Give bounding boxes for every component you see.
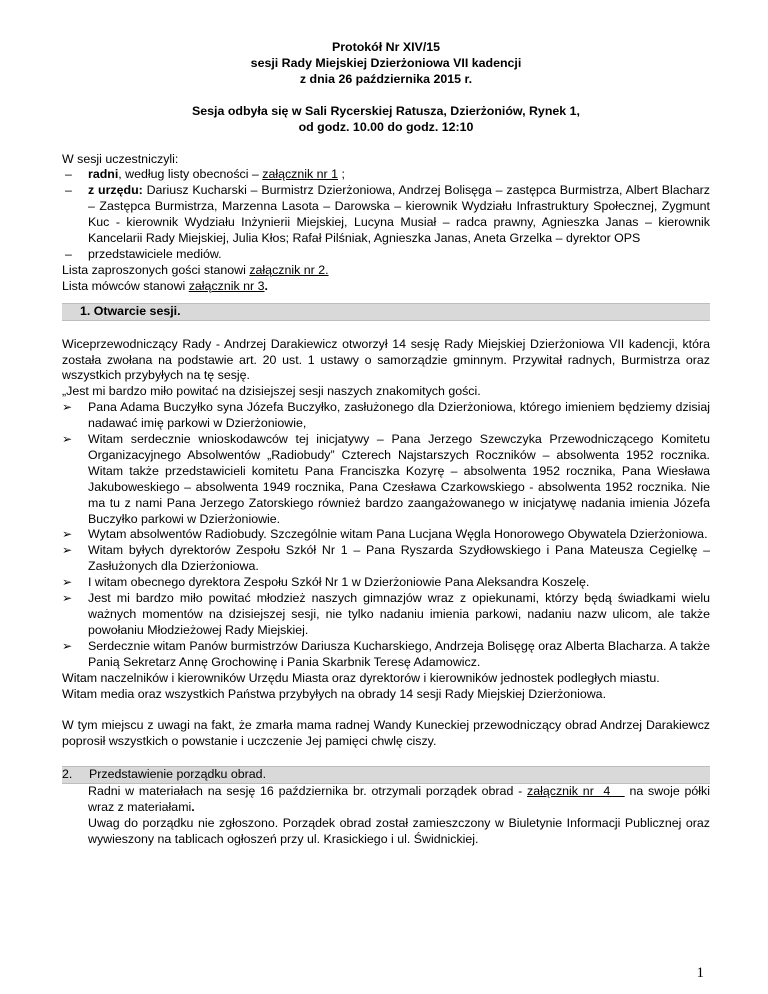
radni-text: , według listy obecności – xyxy=(118,167,263,182)
section-2-paragraph-1 xyxy=(62,784,710,816)
location-line: Sesja odbyła się w Sali Rycerskiej Ratusza, Dzierżoniów, Rynek 1, xyxy=(192,103,580,118)
urzad-text: Dariusz Kucharski – Burmistrz Dzierżoniowa, Andrzej Bolisęga – zastępca Burmistrza, Albert Blacharz – Zastępca Burmistrza, Marzenna Lasota – Darowska – kierownik Wydziału Infrastruktury Społecznej, Zygmunt Kuc - kierownik Wydziału Inżynierii Miejskiej, Lucyna Musiał – radca prawny, Agnieszka Janas – kierownik Kancelarii Rady Miejskiej, Julia Kłos; Rafał Pilśniak, Agnieszka Janas, Aneta Grzelka – dyrektor OPS xyxy=(88,183,710,246)
time-line: od godz. 10.00 do godz. 12:10 xyxy=(298,119,474,134)
greeting-bullet-6: ➢ Jest mi bardzo miło powitać młodzież naszych gimnazjów wraz z opiekunami, którzy będą świadkami wielu ważnych momentów na dzisiejszej sesji, nie tylko nadaniu imienia parkowi, nadaniu nazw ulicom, ale także powołaniu Młodzieżowej Rady Miejskiej. xyxy=(62,591,710,639)
greeting-bullet-4: ➢ Witam byłych dyrektorów Zespołu Szkół Nr 1 – Pana Ryszarda Szydłowskiego i Pana Mateusza Cegielkę – Zasłużonych dla Dzierżoniowa. xyxy=(62,543,710,575)
section-2-title: Przedstawienie porządku obrad. xyxy=(89,767,267,782)
page-number: 1 xyxy=(696,965,704,981)
participants-media: – przedstawiciele mediów. xyxy=(62,247,710,263)
speakers-text: Lista mówców stanowi xyxy=(62,278,189,293)
greeting-bullet-1: ➢ Pana Adama Buczyłko syna Józefa Buczyłko, zasłużonego dla Dzierżoniowa, którego imieniem będziemy dzisiaj nadawać imię parkowi w Dzierżoniowie, xyxy=(62,400,710,432)
radni-label: radni xyxy=(88,167,119,182)
speakers-line xyxy=(62,279,710,295)
attachment-2-link[interactable]: załącznik nr 2. xyxy=(249,262,329,277)
greeting-bullet-7: ➢ Serdecznie witam Panów burmistrzów Dariusza Kucharskiego, Andrzeja Bolisęgę oraz Alberta Blacharza. A także Panią Sekretarz Annę Grochowinę i Pania Skarbnik Teresę Adamowicz. xyxy=(62,639,710,671)
section-2-number: 2. xyxy=(62,767,73,782)
s2-p1-end: na swoje półki wraz z materiałami xyxy=(88,784,710,815)
s2-p1-dot: . xyxy=(191,800,195,815)
section-2-heading xyxy=(62,766,710,784)
section-1-paragraph-5: W tym miejscu z uwagi na fakt, że zmarła mama radnej Wandy Kuneckiej przewodniczący obrad Andrzej Darakiewcz poprosił wszystkich o powstanie i uczczenie Jej pamięci chwlę ciszy. xyxy=(62,718,710,749)
radni-end: ; xyxy=(338,167,345,182)
protocol-title xyxy=(62,40,710,136)
title-line-1: Protokół Nr XIV/15 xyxy=(331,40,441,54)
section-2-paragraph-2: Uwag do porządku nie zgłoszono. Porządek obrad został zamieszczony w Biuletynie Informacji Publicznej oraz wywieszony na tablicach ogłoszeń przy ul. Krasickiego i ul. Świdnickiej. xyxy=(88,815,710,846)
attachment-1-link[interactable]: załącznik nr 1 xyxy=(262,167,339,182)
speakers-end: . xyxy=(264,278,268,293)
section-1-paragraph-3: Witam naczelników i kierowników Urzędu Miasta oraz dyrektorów i kierowników jednostek podległych miastu. xyxy=(62,670,660,685)
section-1-heading: 1. Otwarcie sesji. xyxy=(62,303,710,321)
section-1-paragraph-2: „Jest mi bardzo miło powitać na dzisiejszej sesji naszych znakomitych gości. xyxy=(62,384,481,399)
title-line-3: z dnia 26 października 2015 r. xyxy=(299,71,473,86)
section-1-paragraph-4: Witam media oraz wszystkich Państwa przybyłych na obrady 14 sesji Rady Miejskiej Dzierżoniowa. xyxy=(62,686,607,701)
attachment-4-link[interactable]: załącznik nr 4 xyxy=(527,784,625,799)
greeting-bullet-2: ➢ Witam serdecznie wnioskodawców tej inicjatywy – Pana Jerzego Szewczyka Przewodniczącego Komitetu Organizacyjnego Absolwentów „Radiobudy” Czterech Najstarszych Roczników – absolwenta 1952 rocznika. Witam także przedstawicieli komitetu Pana Franciszka Kozyrę – absolwenta 1952 rocznika, Pana Wiesława Jakuboweskiego – absolwenta 1949 rocznika, Pana Czesława Czarkowskiego - absolwenta 1952 rocznika. Nie ma tu z nami Pana Jerzego Zatorskiego również bardzo zaangażowanego w inicjatywę nadania imienia Józefa Buczyłko parkowi w Dzierżoniowie. xyxy=(62,432,710,527)
attachment-3-link[interactable]: załącznik nr 3 xyxy=(188,278,265,293)
greeting-bullet-3: ➢ Wytam absolwentów Radiobudy. Szczególnie witam Pana Lucjana Węgla Honorowego Obywatela Dzierżoniowa. xyxy=(62,527,710,543)
participants-intro: W sesji uczestniczyli: xyxy=(62,151,179,166)
section-1-paragraph-1: Wiceprzewodniczący Rady - Andrzej Darakiewicz otworzył 14 sesję Rady Miejskiej Dzierżoniowa VII kadencji, która została zwołana na podstawie art. 20 ust. 1 ustawy o samorządzie gminnym. Przywitał radnych, Burmistrza oraz wszystkich przybyłych na tę sesję. xyxy=(62,336,710,383)
participants-radni xyxy=(62,167,710,183)
s2-p1-start: Radni w materiałach na sesję 16 października br. otrzymali porządek obrad - xyxy=(88,784,528,799)
greeting-bullet-5: ➢ I witam obecnego dyrektora Zespołu Szkół Nr 1 w Dzierżoniowie Pana Aleksandra Koszelę. xyxy=(62,575,710,591)
participants-urzad xyxy=(62,183,710,247)
title-line-2: sesji Rady Miejskiej Dzierżoniowa VII kadencji xyxy=(250,55,522,70)
document-page xyxy=(62,40,710,848)
guests-line xyxy=(62,263,710,279)
urzad-label: z urzędu: xyxy=(88,183,143,198)
guests-text: Lista zaproszonych gości stanowi xyxy=(62,262,250,277)
